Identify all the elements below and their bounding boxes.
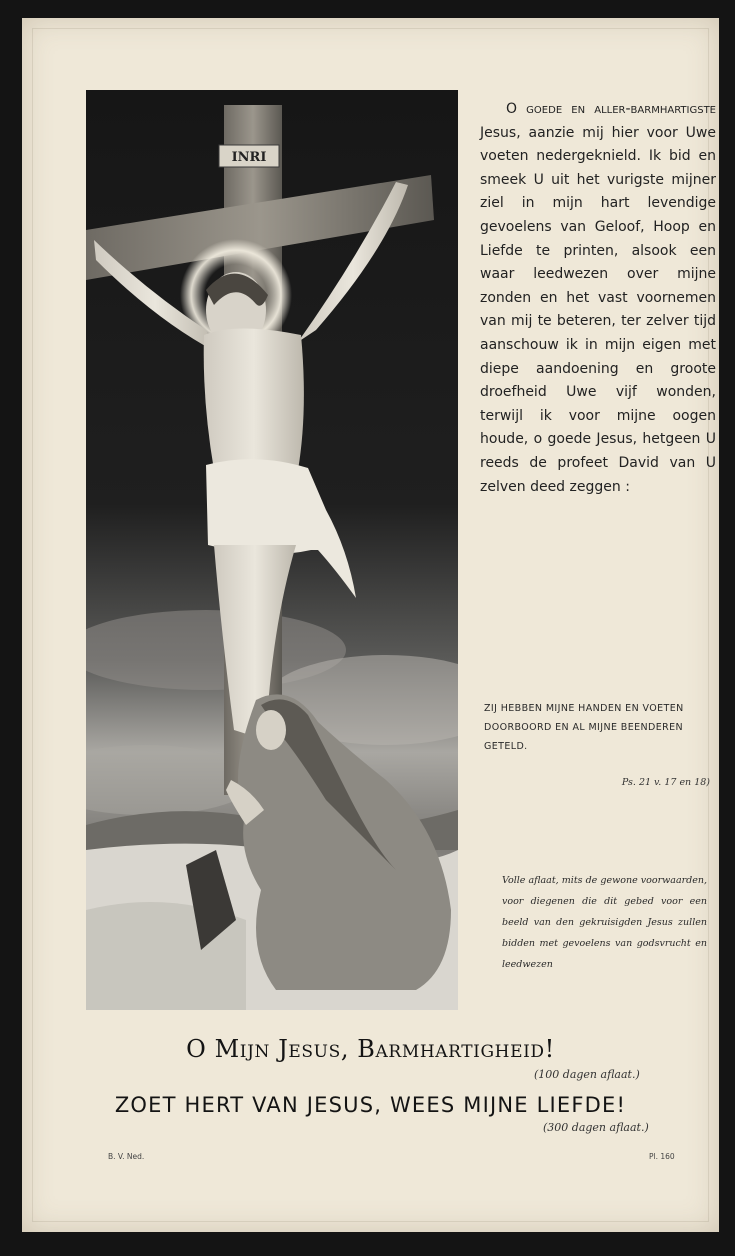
inri-text: INRI bbox=[231, 150, 267, 165]
prayer-paragraph: O goede en aller-barmhartigste Jesus, aanzie mij hier voor Uwe voeten nedergeknield. Ik bid en smeek U uit het vurigste mijner ziel in mijn hart levendige gevoelens van Geloof, Hoop en Liefde te printen, alsook een waar leedwezen over mijne zonden en het vast voornemen van mij te beteren, ter zelver tijd aanschouw ik in mijn eigen met diepe aandoening en groote droefheid Uwe vijf wonden, terwijl ik voor mijne oogen houde, o goede Jesus, hetgeen U reeds de profeet David van U zelven deed zeggen : bbox=[480, 101, 716, 495]
invocation-mercy-indulgence: (100 dagen aflaat.) bbox=[534, 1068, 640, 1081]
invocation-sacred-heart: ZOET HERT VAN JESUS, WEES MIJNE LIEFDE! bbox=[114, 1093, 627, 1117]
psalm-quote: ZIJ HEBBEN MIJNE HANDEN EN VOETEN DOORBOORD EN AL MIJNE BEENDEREN GETELD. bbox=[484, 703, 684, 752]
crucifixion-image bbox=[86, 90, 458, 1010]
invocation-mercy-main: Mijn Jesus, Barmhartigheid bbox=[214, 1035, 545, 1063]
memorial-card bbox=[22, 18, 719, 1232]
invocation-mercy-start: O bbox=[186, 1035, 215, 1063]
invocation-sacred-heart-indulgence: (300 dagen aflaat.) bbox=[543, 1121, 649, 1134]
kneeling-figure-face bbox=[256, 710, 286, 750]
indulgence-note: Volle aflaat, mits de gewone voorwaarden, voor diegenen die dit gebed voor een beeld van den gekruisigden Jesus zullen bidden met gevoelens van godsvrucht en leedwezen bbox=[502, 875, 707, 970]
invocation-mercy-end: ! bbox=[544, 1035, 555, 1063]
prayer-text bbox=[480, 98, 716, 499]
torso bbox=[204, 329, 304, 478]
invocation-mercy bbox=[22, 1035, 719, 1063]
printer-mark: B. V. Ned. bbox=[108, 1152, 145, 1161]
psalm-reference: Ps. 21 v. 17 en 18) bbox=[621, 777, 710, 788]
plate-number: Pl. 160 bbox=[649, 1152, 675, 1161]
